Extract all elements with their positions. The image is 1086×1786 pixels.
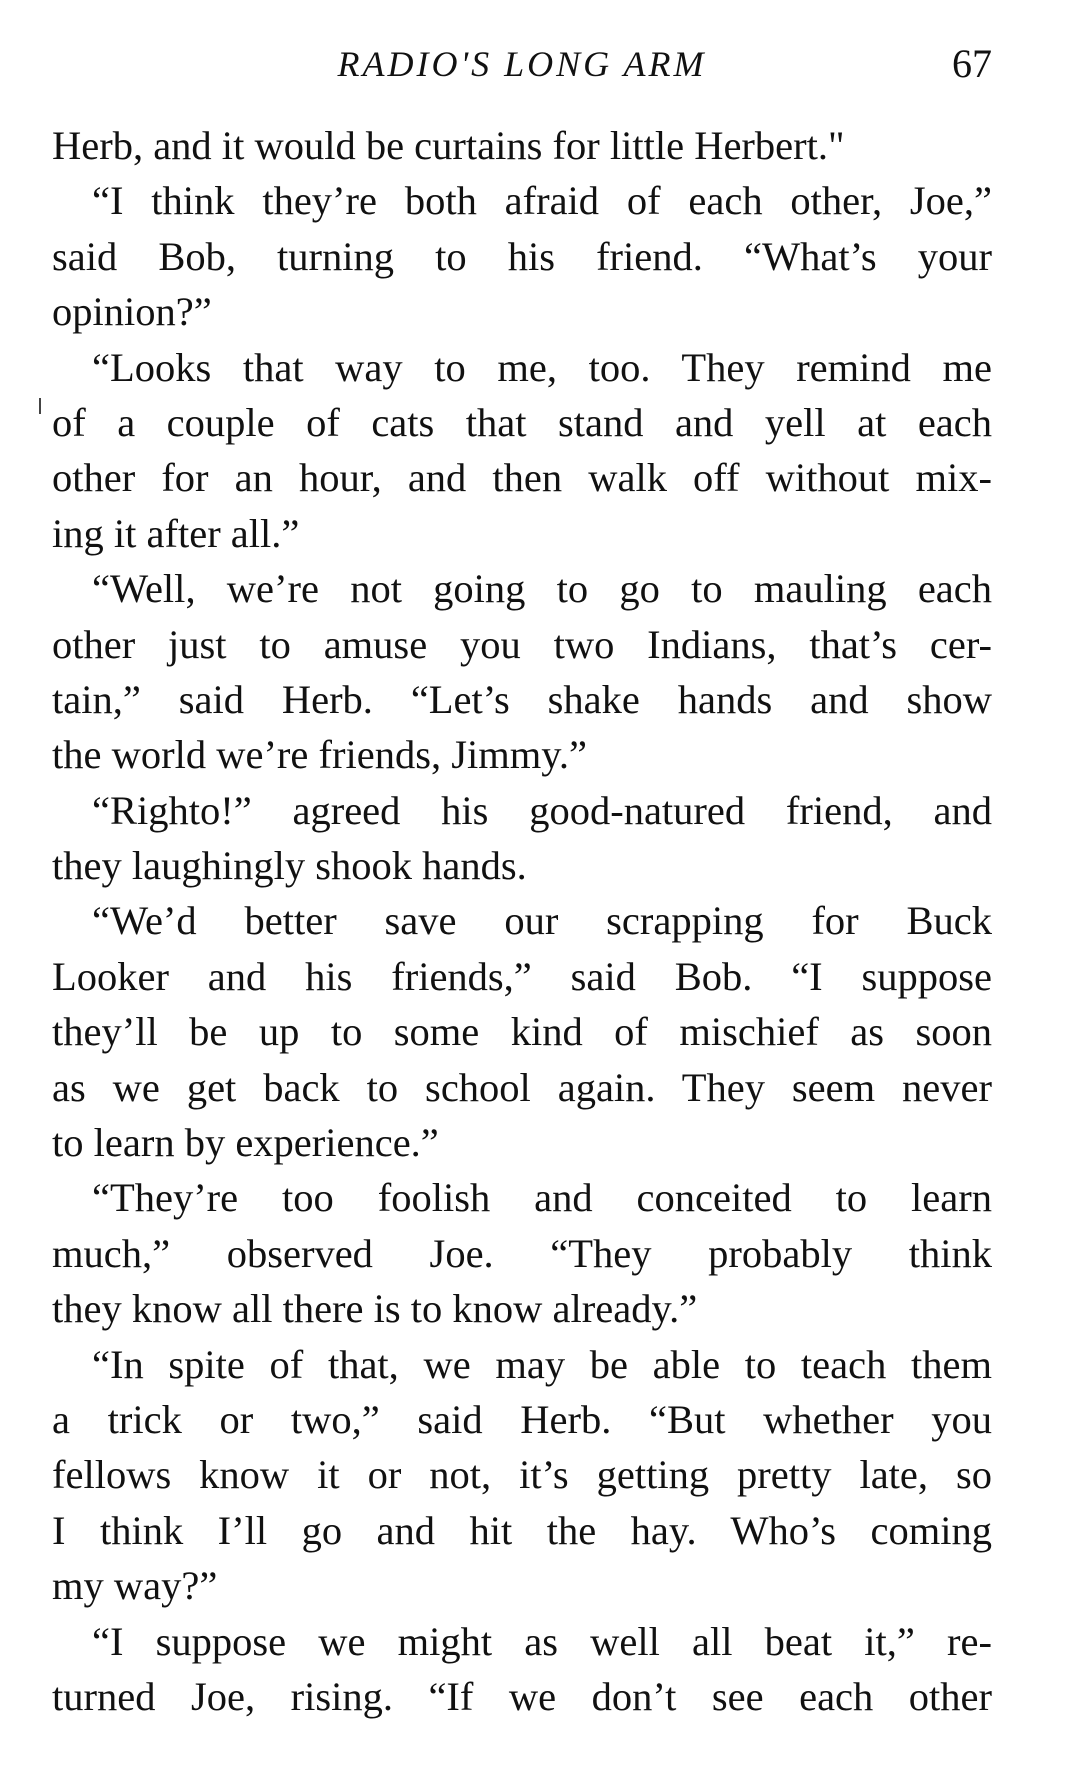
text-line: tain,” said Herb. “Let’s shake hands and show	[52, 676, 992, 722]
running-head	[52, 34, 992, 94]
text-line: said Bob, turning to his friend. “What’s your	[52, 233, 992, 279]
running-title: RADIO'S LONG ARM	[337, 44, 707, 84]
body-text	[52, 118, 992, 1724]
text-line: my way?”	[52, 1563, 218, 1609]
text-line: they laughingly shook hands.	[52, 843, 527, 889]
text-line: “Looks that way to me, too. They remind me	[92, 344, 992, 390]
margin-mark	[39, 398, 41, 414]
text-line: “We’d better save our scrapping for Buck	[92, 898, 992, 944]
text-line: I think I’ll go and hit the hay. Who’s coming	[52, 1507, 992, 1553]
text-line: the world we’re friends, Jimmy.”	[52, 732, 587, 778]
text-line: Looker and his friends,” said Bob. “I suppose	[52, 953, 992, 999]
text-line: turned Joe, rising. “If we don’t see each other	[52, 1673, 992, 1719]
text-line: a trick or two,” said Herb. “But whether you	[52, 1396, 992, 1442]
text-line: as we get back to school again. They seem never	[52, 1064, 992, 1110]
page-number: 67	[952, 41, 992, 86]
text-line: ing it after all.”	[52, 510, 300, 556]
text-line: “Well, we’re not going to go to mauling each	[92, 566, 992, 612]
text-line: other for an hour, and then walk off without mix-	[52, 455, 992, 501]
text-line: “In spite of that, we may be able to teach them	[92, 1341, 992, 1387]
text-line: much,” observed Joe. “They probably think	[52, 1230, 992, 1276]
text-line: Herb, and it would be curtains for little Herbert."	[52, 123, 845, 168]
text-line: of a couple of cats that stand and yell at each	[52, 399, 992, 445]
text-line: “I suppose we might as well all beat it,” re-	[92, 1618, 992, 1664]
text-line: other just to amuse you two Indians, that’s cer-	[52, 621, 992, 667]
text-line: opinion?”	[52, 289, 212, 335]
text-line: they’ll be up to some kind of mischief as soon	[52, 1009, 992, 1055]
text-line: to learn by experience.”	[52, 1120, 439, 1166]
text-line: fellows know it or not, it’s getting pretty late, so	[52, 1452, 992, 1498]
text-line: “They’re too foolish and conceited to learn	[92, 1175, 992, 1221]
text-line: they know all there is to know already.”	[52, 1286, 698, 1332]
text-line: “Righto!” agreed his good-natured friend, and	[92, 787, 992, 833]
text-line: “I think they’re both afraid of each other, Joe,”	[92, 178, 992, 224]
